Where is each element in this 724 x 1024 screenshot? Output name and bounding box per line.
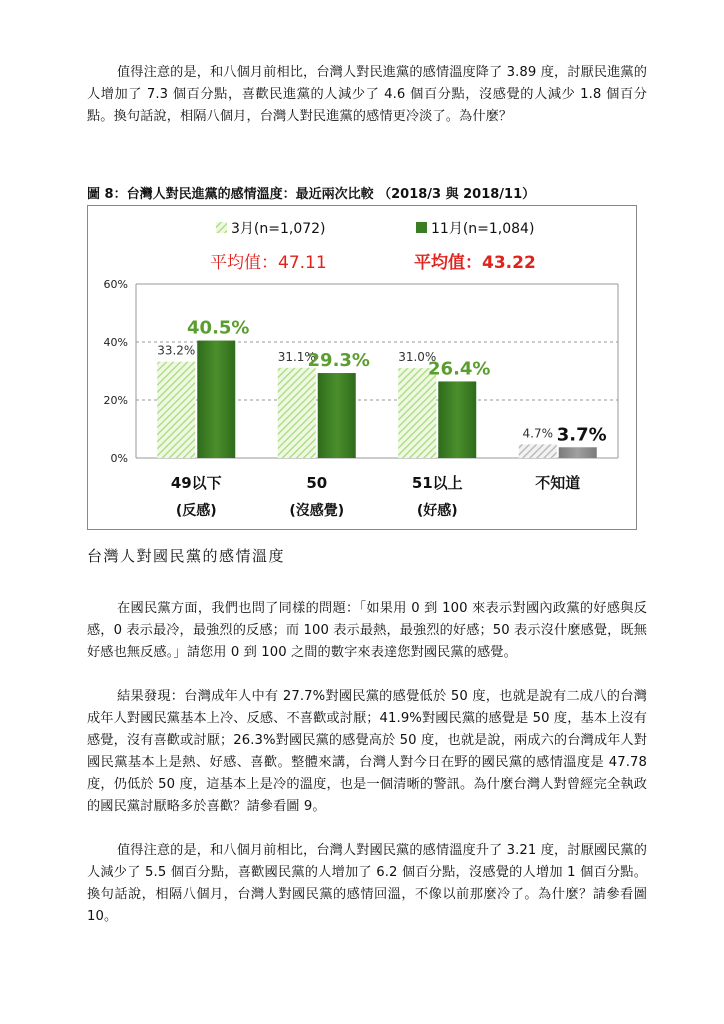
x-category-label: 50 (306, 474, 328, 492)
chart-container (87, 205, 637, 530)
bar-series-2 (559, 447, 597, 458)
section-heading: 台灣人對國民黨的感情溫度 (87, 547, 286, 565)
paragraph-top-1: 值得注意的是，和八個月前相比，台灣人對民進黨的感情溫度降了 3.89 度，討厭民進黨的人增加了 7.3 個百分點，喜歡民進黨的人減少了 4.6 個百分點，沒感覺的人減少 1.8 個百分點。換句話說，相隔八個月，台灣人對民進黨的感情更冷淡了。為什麼？ (87, 65, 647, 124)
bar-series-1 (157, 362, 195, 458)
bar-chart (88, 206, 636, 529)
legend-label-series-1: 3月(n=1,072) (231, 221, 326, 237)
paragraph-bottom-2: 結果發現：台灣成年人中有 27.7%對國民黨的感覺低於 50 度，也就是說有二成八的台灣成年人對國民黨基本上冷、反感、不喜歡或討厭；41.9%對國民黨的感覺是 50 度，基本上沒有感覺，沒有喜歡或討厭；26.3%對國民黨的感覺高於 50 度，也就是說，兩成六的台灣成年人對國民黨基本上是熱、好感、喜歡。整體來講，台灣人對今日在野的國民黨的感情溫度是 47.78 度，仍低於 50 度，這基本上是冷的溫度，也是一個清晰的警訊。為什麼台灣人對曾經完全執政的國民黨討厭略多於喜歡？請參看圖 9。 (87, 689, 647, 814)
data-label-series-1: 31.0% (398, 350, 437, 365)
mean-value-series-1: 平均值：47.11 (210, 253, 327, 273)
bar-series-2 (197, 341, 235, 458)
x-category-sublabel: (好感) (416, 503, 458, 519)
data-label-series-1: 4.7% (522, 426, 553, 441)
x-category-label: 不知道 (535, 474, 581, 492)
data-label-series-2: 26.4% (428, 358, 491, 380)
y-tick-label: 20% (103, 394, 128, 407)
mean-value-series-2: 平均值：43.22 (414, 253, 536, 273)
legend-swatch-series-2 (416, 222, 427, 233)
paragraph-bottom-3: 值得注意的是，和八個月前相比，台灣人對國民黨的感情溫度升了 3.21 度，討厭國民黨的人減少了 5.5 個百分點，喜歡國民黨的人增加了 6.2 個百分點，沒感覺的人增加 1 個百分點。換句話說，相隔八個月，台灣人對國民黨的感情回溫，不像以前那麼冷了。為什麼？請參看圖 10。 (87, 843, 647, 924)
bar-series-1 (519, 444, 557, 458)
bar-series-2 (438, 381, 476, 458)
data-label-series-2: 29.3% (307, 350, 370, 372)
bar-series-2 (318, 373, 356, 458)
legend-swatch-series-1 (216, 222, 227, 233)
figure-caption: 圖 8：台灣人對民進黨的感情溫度：最近兩次比較 （2018/3 與 2018/11） (87, 187, 536, 202)
data-label-series-1: 33.2% (157, 343, 196, 358)
legend-label-series-2: 11月(n=1,084) (431, 221, 535, 237)
data-label-series-2: 3.7% (556, 424, 607, 446)
bar-series-1 (398, 368, 436, 458)
data-label-series-1: 31.1% (277, 349, 316, 364)
x-category-label: 49以下 (170, 474, 222, 492)
x-category-sublabel: (反感) (175, 503, 217, 519)
bar-series-1 (278, 368, 316, 458)
y-tick-label: 60% (103, 278, 128, 291)
x-category-label: 51以上 (411, 474, 463, 492)
data-label-series-2: 40.5% (187, 317, 250, 339)
y-tick-label: 0% (110, 452, 128, 465)
y-tick-label: 40% (103, 336, 128, 349)
paragraph-bottom-1: 在國民黨方面，我們也問了同樣的問題：「如果用 0 到 100 來表示對國內政黨的好感與反感，0 表示最冷，最強烈的反感；而 100 表示最熱，最強烈的好感；50 表示沒什麼感覺，既無好感也無反感。」請您用 0 到 100 之間的數字來表達您對國民黨的感覺。 (87, 601, 647, 660)
x-category-sublabel: (沒感覺) (289, 503, 345, 519)
